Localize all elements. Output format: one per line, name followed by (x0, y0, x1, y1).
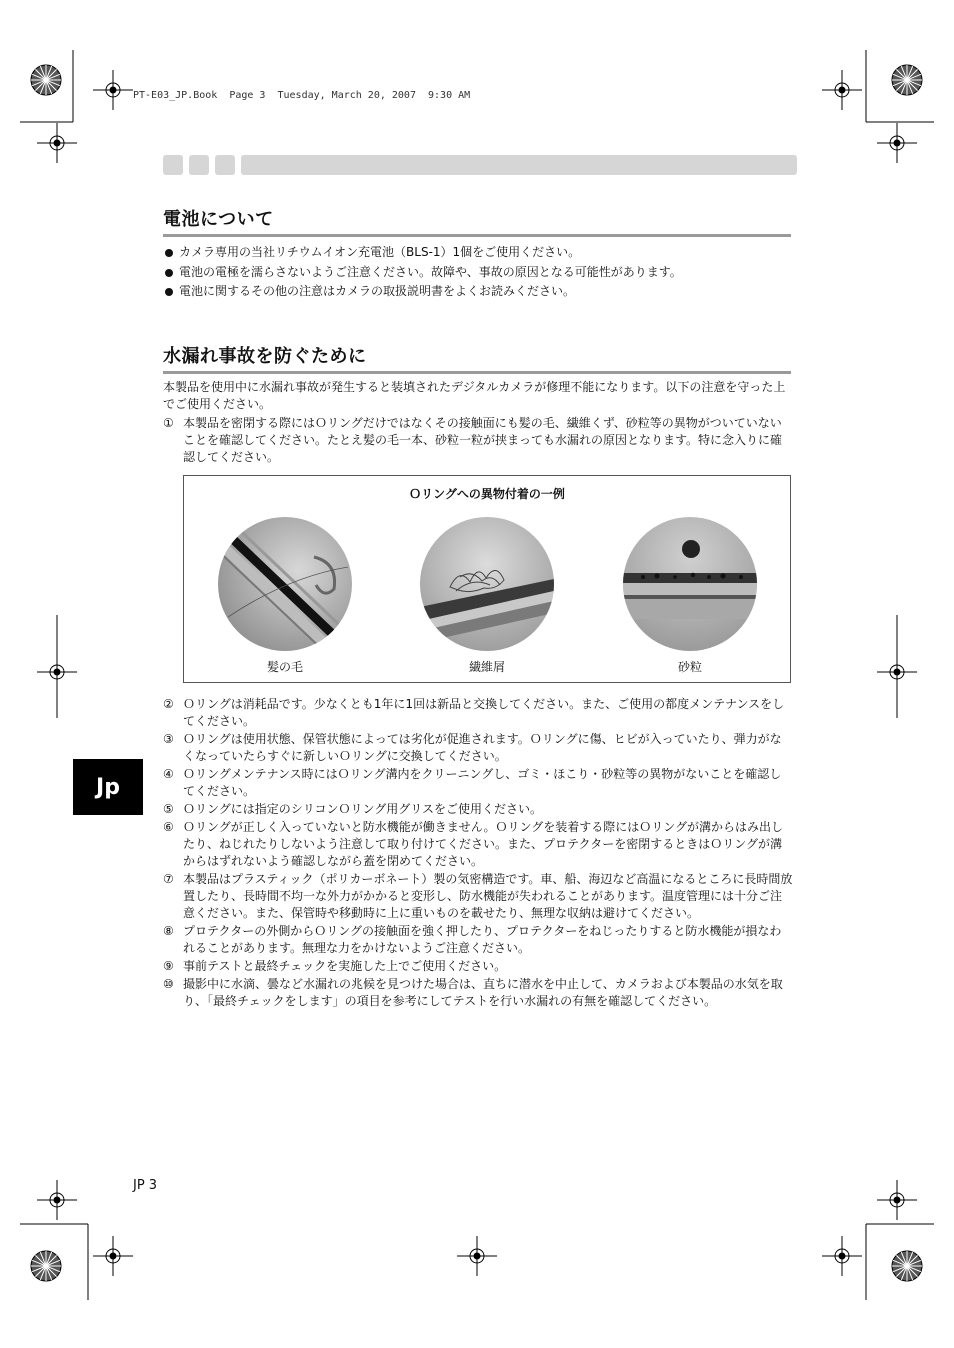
item-text: Ｏリングメンテナンス時にはＯリング溝内をクリーニングし、ゴミ・ほこり・砂粒等の異物がないことを確認してください。 (183, 767, 782, 798)
item-number: ② (163, 697, 174, 711)
item-number: ⑦ (163, 872, 174, 886)
item-text: プロテクターの外側からＯリングの接触面を強く押したり、プロテクターをねじったりすると防水機能が損なわれることがあります。無理な力をかけないようご注意ください。 (183, 924, 782, 955)
header-bar-block-3 (215, 155, 235, 175)
item-text: 本製品はプラスティック（ポリカーボネート）製の気密構造です。車、船、海辺など高温になるところに長時間放置したり、長時間不均一な外力がかかると変形し、防水機能が失われることがあります。温度管理には十分ご注意ください。また、保管時や移動時に上に重いものを載せたり、無理な収納は避けてください。 (183, 872, 793, 920)
header-bar-long (241, 155, 797, 175)
language-side-tab: Jp (73, 759, 143, 815)
list-item: カメラ専用の当社リチウムイオン充電池（BLS-1）1個をご使用ください。 (163, 243, 803, 263)
list-item (163, 696, 793, 730)
item-number: ⑧ (163, 924, 174, 938)
photo-hair (218, 517, 352, 651)
leak-section-title: 水漏れ事故を防ぐために (163, 342, 791, 374)
caption-fiber: 繊維屑 (468, 660, 505, 674)
list-item (163, 766, 793, 800)
page-number: JP 3 (133, 1178, 158, 1193)
photo-sand (623, 517, 757, 651)
header-bar-block-1 (163, 155, 183, 175)
print-header-line: PT-E03_JP.Book Page 3 Tuesday, March 20, 2007 9:30 AM (133, 90, 471, 101)
leak-intro-text: 本製品を使用中に水漏れ事故が発生すると装填されたデジタルカメラが修理不能になります。以下の注意を守った上でご使用ください。 (163, 380, 786, 411)
caption-hair: 髪の毛 (266, 660, 303, 674)
list-item: 電池の電極を濡らさないようご注意ください。故障や、事故の原因となる可能性があります。 (163, 263, 803, 283)
item-text: 事前テストと最終チェックを実施した上でご使用ください。 (183, 959, 507, 973)
item-text: Ｏリングが正しく入っていないと防水機能が働きません。Ｏリングを装着する際にはＯリングが溝からはみ出したり、ねじれたりしないよう注意して取り付けてください。また、プロテクターを密閉するときはＯリングが溝からはずれないよう確認しながら蓋を閉めてください。 (183, 820, 784, 868)
photo-fiber (420, 517, 554, 651)
battery-bullet-list (163, 243, 803, 302)
item-text: Ｏリングは消耗品です。少なくとも1年に1回は新品と交換してください。また、ご使用の都度メンテナンスをしてください。 (183, 697, 785, 728)
header-bar-block-2 (189, 155, 209, 175)
list-item (163, 415, 793, 466)
item-number: ⑨ (163, 959, 174, 973)
item-number: ⑤ (163, 802, 174, 816)
figure-title: Ｏリングへの異物付着の一例 (409, 487, 565, 501)
item-text: Ｏリングには指定のシリコンＯリング用グリスをご使用ください。 (183, 802, 543, 816)
leak-list-rest (163, 696, 793, 1011)
list-item (163, 731, 793, 765)
list-item (163, 819, 793, 870)
item-number: ④ (163, 767, 174, 781)
caption-sand: 砂粒 (677, 660, 702, 674)
item-text: 撮影中に水滴、曇など水漏れの兆候を見つけた場合は、直ちに潜水を中止して、カメラおよび本製品の水気を取り、「最終チェックをします」の項目を参考にしてテストを行い水漏れの有無を確認してください。 (183, 977, 783, 1008)
leak-list-first (163, 415, 793, 467)
list-item (163, 801, 793, 818)
oring-figure-box (183, 475, 791, 683)
item-text: Ｏリングは使用状態、保管状態によっては劣化が促進されます。Ｏリングに傷、ヒビが入っていたり、弾力がなくなっていたらすぐに新しいＯリングに交換してください。 (183, 732, 782, 763)
battery-section-title: 電池について (163, 205, 791, 237)
list-item (163, 976, 793, 1010)
list-item (163, 958, 793, 975)
item-number: ⑩ (163, 977, 174, 991)
list-item (163, 923, 793, 957)
list-item: 電池に関するその他の注意はカメラの取扱説明書をよくお読みください。 (163, 282, 803, 302)
list-item (163, 871, 793, 922)
item-number: ① (163, 416, 174, 430)
item-number: ⑥ (163, 820, 174, 834)
item-text: 本製品を密閉する際にはＯリングだけではなくその接触面にも髪の毛、繊維くず、砂粒等の異物がついていないことを確認してください。たとえ髪の毛一本、砂粒一粒が挟まっても水漏れの原因となります。特に念入りに確認してください。 (183, 416, 783, 464)
item-number: ③ (163, 732, 174, 746)
